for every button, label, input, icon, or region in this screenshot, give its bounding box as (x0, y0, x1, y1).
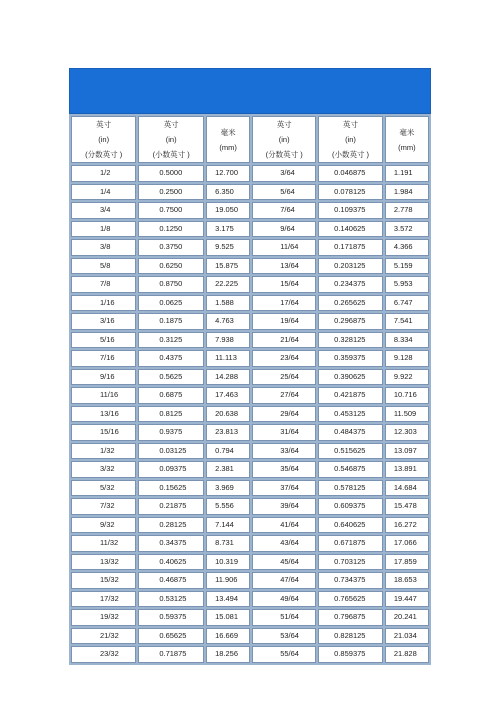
table-row (71, 646, 429, 663)
table-row (71, 498, 429, 515)
table-cell: 11/16 (71, 387, 136, 404)
table-cell: 1.588 (206, 295, 250, 312)
table-cell: 5/64 (252, 184, 316, 201)
column-header-line: (分数英寸 ) (85, 150, 123, 159)
table-cell: 0.0625 (138, 295, 204, 312)
table-cell: 21/32 (71, 628, 136, 645)
table-cell: 0.1875 (138, 313, 204, 330)
table-cell: 21.034 (385, 628, 429, 645)
table-cell: 0.4375 (138, 350, 204, 367)
table-cell: 31/64 (252, 424, 316, 441)
table-cell: 0.21875 (138, 498, 204, 515)
table-cell: 51/64 (252, 609, 316, 626)
table-cell: 0.171875 (318, 239, 383, 256)
table-cell: 0.34375 (138, 535, 204, 552)
inch-mm-conversion-table (69, 114, 431, 665)
table-cell: 20.241 (385, 609, 429, 626)
column-header (71, 116, 136, 163)
table-cell: 13/64 (252, 258, 316, 275)
table-cell: 14.684 (385, 480, 429, 497)
column-header-line: (小数英寸 ) (331, 150, 370, 159)
table-cell: 0.578125 (318, 480, 383, 497)
table-cell: 9.525 (206, 239, 250, 256)
table-cell: 13/16 (71, 406, 136, 423)
table-cell: 0.09375 (138, 461, 204, 478)
table-row (71, 258, 429, 275)
table-cell: 1.984 (385, 184, 429, 201)
table-cell: 16.669 (206, 628, 250, 645)
table-cell: 7.938 (206, 332, 250, 349)
table-cell: 0.609375 (318, 498, 383, 515)
table-cell: 0.46875 (138, 572, 204, 589)
column-header-line: (mm) (219, 142, 237, 152)
column-header-line: (in) (98, 135, 110, 144)
table-cell: 9.128 (385, 350, 429, 367)
column-header (385, 116, 429, 163)
column-header-line: 英寸 (343, 120, 358, 129)
table-cell: 1.191 (385, 165, 429, 182)
table-row (71, 184, 429, 201)
table-row (71, 554, 429, 571)
table-cell: 4.366 (385, 239, 429, 256)
table-row (71, 609, 429, 626)
table-cell: 47/64 (252, 572, 316, 589)
table-cell: 0.65625 (138, 628, 204, 645)
column-header-line: (in) (278, 135, 290, 144)
table-cell: 17.463 (206, 387, 250, 404)
table-cell: 1/32 (71, 443, 136, 460)
column-header-line: 英寸 (96, 120, 112, 129)
table-cell: 15/16 (71, 424, 136, 441)
table-row (71, 535, 429, 552)
table-row (71, 313, 429, 330)
table-row (71, 387, 429, 404)
table-cell: 0.2500 (138, 184, 204, 201)
table-cell: 9.922 (385, 369, 429, 386)
table-cell: 0.6250 (138, 258, 204, 275)
table-cell: 2.381 (206, 461, 250, 478)
table-cell: 3.969 (206, 480, 250, 497)
table-cell: 15/64 (252, 276, 316, 293)
table-body (71, 165, 429, 663)
table-cell: 14.288 (206, 369, 250, 386)
column-header (252, 116, 316, 163)
table-cell: 0.078125 (318, 184, 383, 201)
table-cell: 10.319 (206, 554, 250, 571)
table-cell: 7/32 (71, 498, 136, 515)
table-row (71, 406, 429, 423)
table-cell: 0.5000 (138, 165, 204, 182)
table-cell: 0.640625 (318, 517, 383, 534)
table-cell: 17.859 (385, 554, 429, 571)
table-cell: 33/64 (252, 443, 316, 460)
table-cell: 0.765625 (318, 591, 383, 608)
table-cell: 8.334 (385, 332, 429, 349)
table-cell: 0.59375 (138, 609, 204, 626)
table-cell: 0.15625 (138, 480, 204, 497)
table-cell: 0.8750 (138, 276, 204, 293)
table-cell: 25/64 (252, 369, 316, 386)
table-cell: 1/16 (71, 295, 136, 312)
table-cell: 8.731 (206, 535, 250, 552)
column-header-line: 英寸 (276, 120, 292, 129)
table-cell: 43/64 (252, 535, 316, 552)
table-cell: 13.097 (385, 443, 429, 460)
table-cell: 13.891 (385, 461, 429, 478)
table-cell: 10.716 (385, 387, 429, 404)
table-cell: 0.234375 (318, 276, 383, 293)
table-cell: 0.5625 (138, 369, 204, 386)
table-cell: 0.40625 (138, 554, 204, 571)
table-cell: 0.203125 (318, 258, 383, 275)
table-cell: 0.3750 (138, 239, 204, 256)
column-header-line: (in) (165, 135, 177, 144)
table-cell: 13.494 (206, 591, 250, 608)
table-cell: 5/32 (71, 480, 136, 497)
table-cell: 11/64 (252, 239, 316, 256)
table-cell: 15.478 (385, 498, 429, 515)
table-cell: 0.859375 (318, 646, 383, 663)
table-cell: 0.140625 (318, 221, 383, 238)
table-cell: 7.541 (385, 313, 429, 330)
table-cell: 0.359375 (318, 350, 383, 367)
column-header (318, 116, 383, 163)
table-cell: 13/32 (71, 554, 136, 571)
table-cell: 0.734375 (318, 572, 383, 589)
table-cell: 11.509 (385, 406, 429, 423)
table-cell: 0.9375 (138, 424, 204, 441)
table-cell: 0.046875 (318, 165, 383, 182)
table-cell: 53/64 (252, 628, 316, 645)
table-cell: 9/16 (71, 369, 136, 386)
header-row (71, 116, 429, 163)
table-cell: 0.703125 (318, 554, 383, 571)
column-header-line: 毫米 (220, 127, 236, 137)
table-cell: 19.050 (206, 202, 250, 219)
table-cell: 4.763 (206, 313, 250, 330)
table-cell: 5/8 (71, 258, 136, 275)
table-cell: 11.113 (206, 350, 250, 367)
table-row (71, 276, 429, 293)
column-header (206, 116, 250, 163)
table-cell: 0.7500 (138, 202, 204, 219)
table-cell: 3/16 (71, 313, 136, 330)
table-cell: 0.515625 (318, 443, 383, 460)
table-row (71, 461, 429, 478)
column-header (138, 116, 204, 163)
table-row (71, 295, 429, 312)
table-cell: 19/32 (71, 609, 136, 626)
table-row (71, 221, 429, 238)
table-cell: 0.828125 (318, 628, 383, 645)
table-cell: 2.778 (385, 202, 429, 219)
column-header-line: 毫米 (399, 127, 415, 137)
table-cell: 0.671875 (318, 535, 383, 552)
column-header-line: (mm) (398, 142, 416, 152)
table-cell: 0.53125 (138, 591, 204, 608)
table-cell: 16.272 (385, 517, 429, 534)
table-cell: 41/64 (252, 517, 316, 534)
table-cell: 7/64 (252, 202, 316, 219)
table-cell: 1/2 (71, 165, 136, 182)
table-cell: 12.303 (385, 424, 429, 441)
table-row (71, 239, 429, 256)
table-cell: 11.906 (206, 572, 250, 589)
table-cell: 7/16 (71, 350, 136, 367)
table-cell: 22.225 (206, 276, 250, 293)
table-cell: 21.828 (385, 646, 429, 663)
table-cell: 39/64 (252, 498, 316, 515)
table-cell: 0.328125 (318, 332, 383, 349)
table-cell: 0.453125 (318, 406, 383, 423)
table-cell: 17/32 (71, 591, 136, 608)
table-cell: 15.081 (206, 609, 250, 626)
column-header-line: 英寸 (163, 120, 179, 129)
table-cell: 0.794 (206, 443, 250, 460)
table-cell: 17/64 (252, 295, 316, 312)
table-cell: 0.265625 (318, 295, 383, 312)
table-row (71, 202, 429, 219)
table-row (71, 424, 429, 441)
column-header-line: (in) (345, 135, 356, 144)
table-cell: 1/8 (71, 221, 136, 238)
table-cell: 21/64 (252, 332, 316, 349)
table-cell: 0.6875 (138, 387, 204, 404)
table-row (71, 369, 429, 386)
table-cell: 45/64 (252, 554, 316, 571)
table-cell: 1/4 (71, 184, 136, 201)
table-cell: 0.8125 (138, 406, 204, 423)
table-cell: 0.421875 (318, 387, 383, 404)
table-row (71, 443, 429, 460)
table-cell: 0.296875 (318, 313, 383, 330)
table-row (71, 572, 429, 589)
table-cell: 0.3125 (138, 332, 204, 349)
table-cell: 5/16 (71, 332, 136, 349)
table-cell: 49/64 (252, 591, 316, 608)
table-cell: 12.700 (206, 165, 250, 182)
table-cell: 19.447 (385, 591, 429, 608)
table-cell: 23/64 (252, 350, 316, 367)
table-cell: 3/8 (71, 239, 136, 256)
table-cell: 17.066 (385, 535, 429, 552)
table-cell: 15.875 (206, 258, 250, 275)
table-cell: 7/8 (71, 276, 136, 293)
table-cell: 9/32 (71, 517, 136, 534)
table-cell: 11/32 (71, 535, 136, 552)
table-cell: 0.1250 (138, 221, 204, 238)
table-cell: 0.390625 (318, 369, 383, 386)
table-cell: 15/32 (71, 572, 136, 589)
table-cell: 55/64 (252, 646, 316, 663)
table-cell: 18.653 (385, 572, 429, 589)
table-cell: 5.953 (385, 276, 429, 293)
table-cell: 0.109375 (318, 202, 383, 219)
table-cell: 7.144 (206, 517, 250, 534)
table-cell: 20.638 (206, 406, 250, 423)
table-cell: 37/64 (252, 480, 316, 497)
column-header-line: (小数英寸 ) (152, 150, 190, 159)
table-cell: 9/64 (252, 221, 316, 238)
table-cell: 35/64 (252, 461, 316, 478)
table-cell: 6.747 (385, 295, 429, 312)
table-cell: 29/64 (252, 406, 316, 423)
table-cell: 3.175 (206, 221, 250, 238)
table-row (71, 480, 429, 497)
table-cell: 0.03125 (138, 443, 204, 460)
table-row (71, 350, 429, 367)
table-cell: 0.546875 (318, 461, 383, 478)
table-row (71, 591, 429, 608)
table-cell: 0.71875 (138, 646, 204, 663)
title-banner (69, 68, 431, 114)
conversion-sheet (69, 68, 431, 665)
column-header-line: (分数英寸 ) (265, 150, 303, 159)
table-cell: 6.350 (206, 184, 250, 201)
table-cell: 3/4 (71, 202, 136, 219)
table-cell: 0.484375 (318, 424, 383, 441)
table-cell: 3/64 (252, 165, 316, 182)
table-cell: 27/64 (252, 387, 316, 404)
table-cell: 23/32 (71, 646, 136, 663)
table-row (71, 628, 429, 645)
table-cell: 23.813 (206, 424, 250, 441)
table-row (71, 517, 429, 534)
table-cell: 5.556 (206, 498, 250, 515)
table-cell: 0.796875 (318, 609, 383, 626)
table-row (71, 332, 429, 349)
table-cell: 0.28125 (138, 517, 204, 534)
table-row (71, 165, 429, 182)
table-cell: 5.159 (385, 258, 429, 275)
table-cell: 18.256 (206, 646, 250, 663)
table-cell: 3.572 (385, 221, 429, 238)
table-cell: 19/64 (252, 313, 316, 330)
table-cell: 3/32 (71, 461, 136, 478)
